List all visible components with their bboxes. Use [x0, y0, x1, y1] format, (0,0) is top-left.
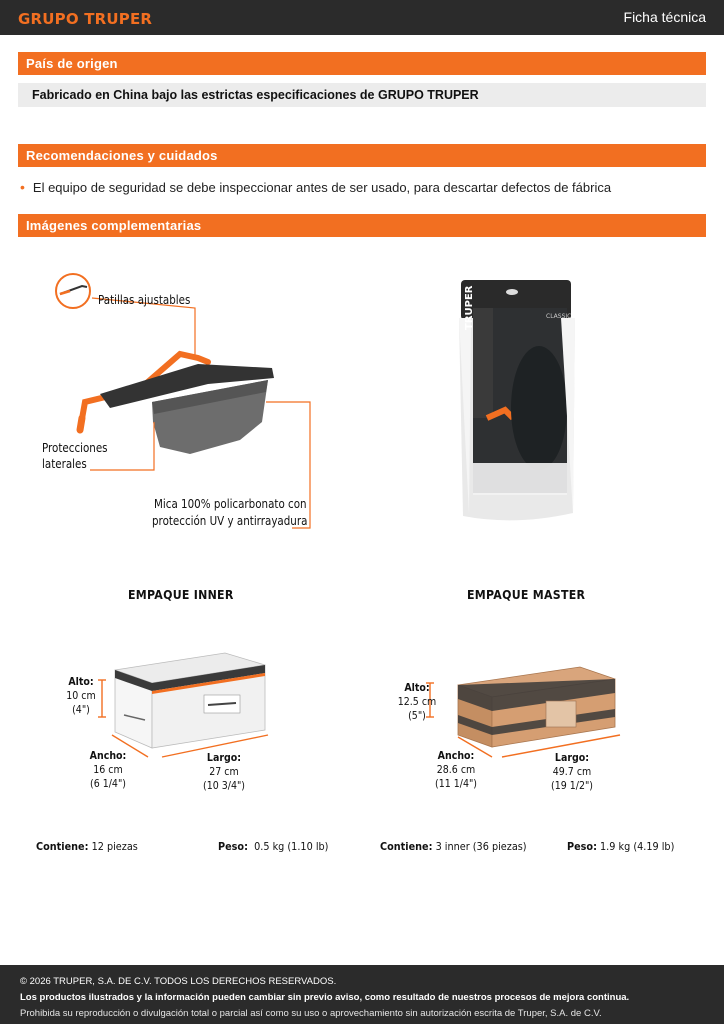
packaging-brand-label: TRUPER [464, 285, 475, 330]
footer-copyright: © 2026 TRUPER, S.A. DE C.V. TODOS LOS DERECHOS RESERVADOS. [20, 976, 337, 987]
callout-temples: Patillas ajustables [98, 293, 191, 307]
footer-prohibition: Prohibida su reproducción o divulgación total o parcial así como su uso o aprovechamiento sin autorización escrita de Truper, S.A. de C.V. [20, 1008, 602, 1019]
footer [0, 965, 724, 1024]
document-type: Ficha técnica [623, 9, 706, 25]
inner-length: Largo: 27 cm (10 3/4") [202, 751, 246, 792]
top-bar [0, 0, 724, 35]
section-care-title: Recomendaciones y cuidados [18, 144, 706, 167]
inner-weight: Peso: 0.5 kg (1.10 lb) [218, 840, 329, 853]
master-weight: Peso: 1.9 kg (4.19 lb) [567, 840, 675, 853]
packaging-line-label: CLASSIC [546, 313, 572, 320]
inner-height: Alto: 10 cm (4") [66, 675, 96, 716]
master-package-title: EMPAQUE MASTER [467, 587, 586, 602]
bullet-icon: • [20, 179, 25, 195]
master-contents: Contiene: 3 inner (36 piezas) [380, 840, 527, 853]
callout-lens-1: Mica 100% policarbonato con [154, 497, 307, 511]
footer-notice: Los productos ilustrados y la información pueden cambiar sin previo aviso, como resultado de nuestros procesos de mejora continua. [20, 992, 630, 1003]
master-length: Largo: 49.7 cm (19 1/2") [550, 751, 594, 792]
care-list-item [20, 179, 611, 195]
inner-package-title: EMPAQUE INNER [128, 587, 234, 602]
master-width: Ancho: 28.6 cm (11 1/4") [434, 749, 478, 790]
callout-side-protection-1: Protecciones [42, 441, 108, 455]
section-images-title: Imágenes complementarias [18, 214, 706, 237]
temple-detail-icon [56, 274, 90, 308]
care-item-text: El equipo de seguridad se debe inspeccionar antes de ser usado, para descartar defectos de fábrica [32, 180, 612, 195]
callout-lens-2: protección UV y antirrayadura [152, 514, 308, 528]
inner-contents: Contiene: 12 piezas [36, 840, 138, 853]
brand-logo[interactable]: GRUPO TRUPER [18, 10, 153, 28]
section-origin-title: País de origen [18, 52, 706, 75]
callout-side-protection-2: laterales [42, 457, 87, 471]
inner-width: Ancho: 16 cm (6 1/4") [89, 749, 127, 790]
origin-text: Fabricado en China bajo las estrictas especificaciones de GRUPO TRUPER [18, 83, 706, 107]
master-height: Alto: 12.5 cm (5") [397, 681, 437, 722]
